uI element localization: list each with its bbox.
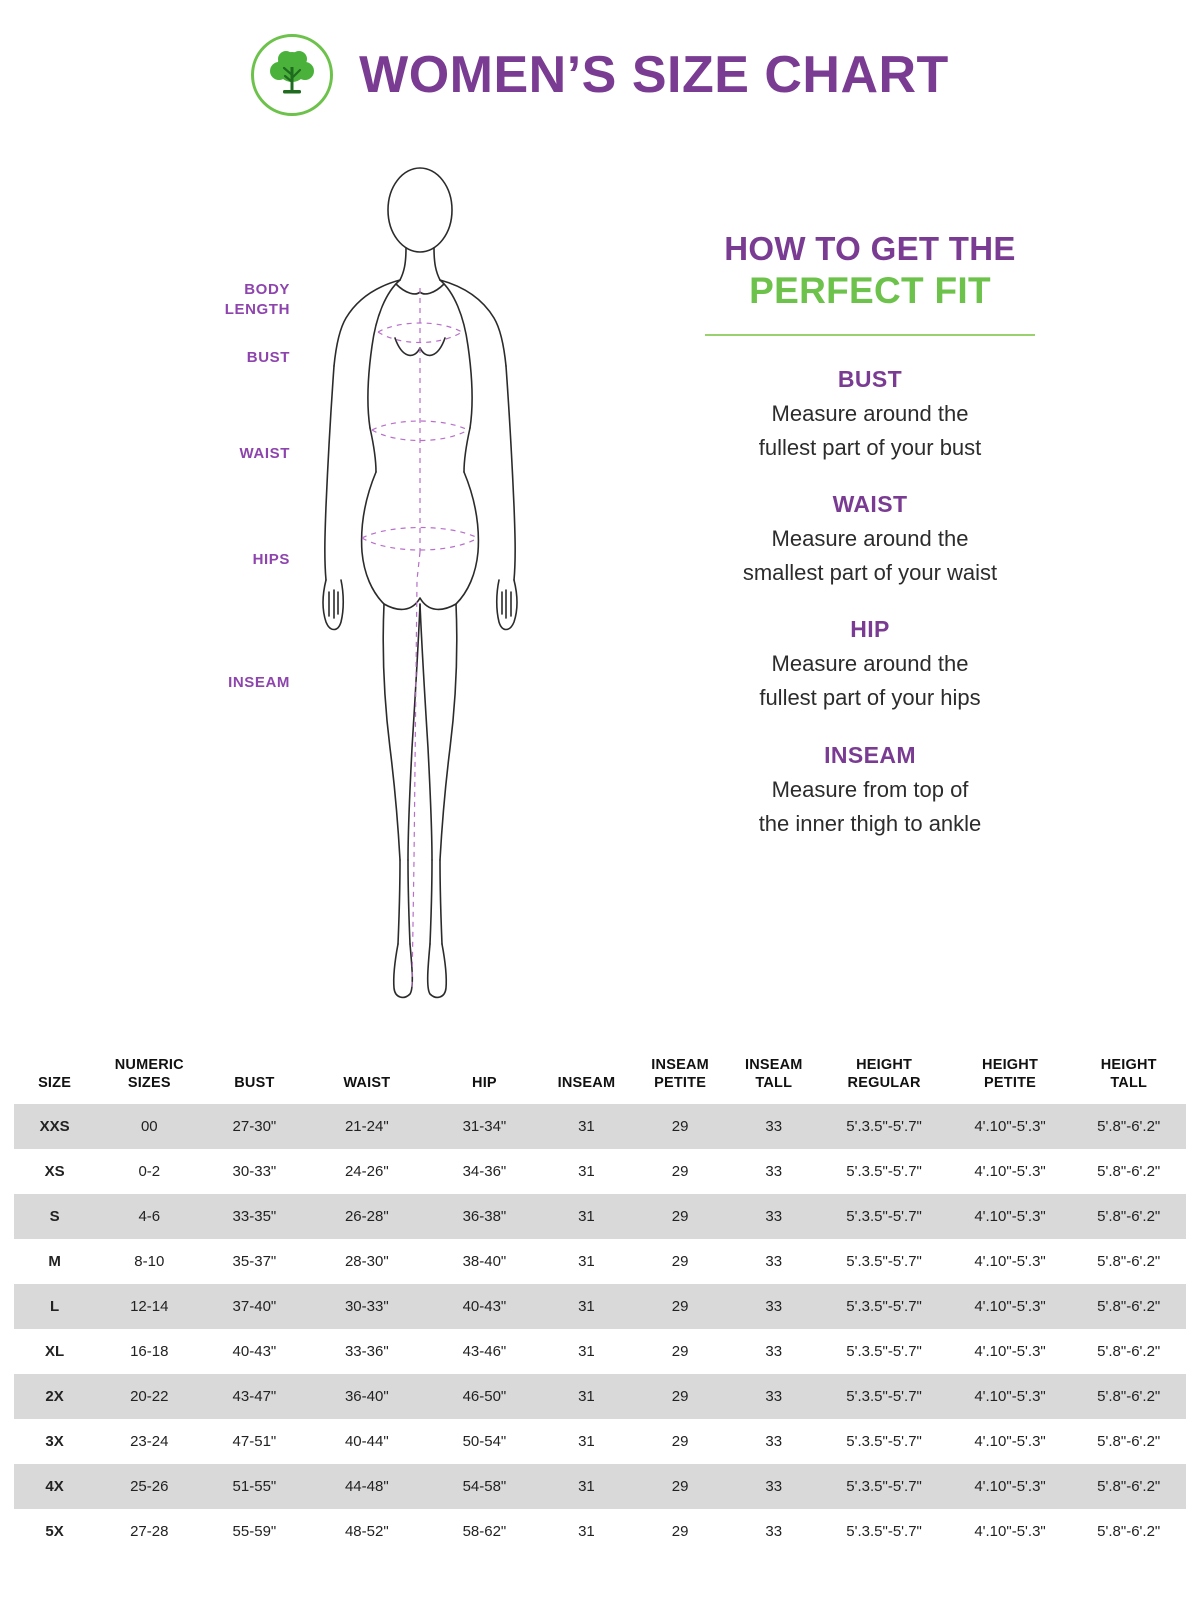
table-cell: 4'.10"-5'.3" bbox=[949, 1464, 1072, 1509]
table-head bbox=[14, 1052, 1186, 1104]
table-cell: 31 bbox=[541, 1464, 633, 1509]
table-header-cell: INSEAM bbox=[557, 1075, 616, 1092]
info-heading-line1: HOW TO GET THE bbox=[724, 230, 1016, 267]
size-table bbox=[14, 1052, 1186, 1554]
table-cell: 51-55" bbox=[203, 1464, 305, 1509]
table-row bbox=[14, 1329, 1186, 1374]
table-cell: 33 bbox=[728, 1509, 820, 1554]
table-cell: 43-47" bbox=[203, 1374, 305, 1419]
table-cell: 24-26" bbox=[305, 1149, 428, 1194]
measure-text-waist-line2: smallest part of your waist bbox=[742, 560, 998, 586]
table-cell: 00 bbox=[95, 1104, 203, 1149]
table-cell: 29 bbox=[632, 1329, 728, 1374]
table-cell: 5'.8"-6'.2" bbox=[1071, 1509, 1186, 1554]
table-cell: 30-33" bbox=[203, 1149, 305, 1194]
table-cell: 29 bbox=[632, 1374, 728, 1419]
table-row bbox=[14, 1104, 1186, 1149]
table-header-cell-line: TALL bbox=[1110, 1075, 1148, 1092]
table-cell: 29 bbox=[632, 1239, 728, 1284]
table-cell: 5'.3.5"-5'.7" bbox=[820, 1509, 949, 1554]
table-header-cell: SIZE bbox=[38, 1075, 72, 1092]
table-cell: 31 bbox=[541, 1104, 633, 1149]
table-header-cell: BUST bbox=[234, 1075, 275, 1092]
table-cell: 29 bbox=[632, 1104, 728, 1149]
table-cell: 27-28 bbox=[95, 1509, 203, 1554]
table-cell: 43-46" bbox=[428, 1329, 540, 1374]
tree-logo bbox=[251, 34, 333, 116]
label-body-length-line1: BODY bbox=[244, 281, 290, 298]
table-header-cell-line: SIZES bbox=[127, 1075, 171, 1092]
divider bbox=[705, 334, 1035, 336]
table-cell: 33-36" bbox=[305, 1329, 428, 1374]
table-header-cell-line: HEIGHT bbox=[856, 1057, 913, 1073]
table-cell: 31 bbox=[541, 1284, 633, 1329]
table-header-cell-line: REGULAR bbox=[847, 1075, 921, 1092]
table-cell: 31 bbox=[541, 1194, 633, 1239]
table-cell: 5'.8"-6'.2" bbox=[1071, 1329, 1186, 1374]
table-cell: 46-50" bbox=[428, 1374, 540, 1419]
table-cell: 4'.10"-5'.3" bbox=[949, 1104, 1072, 1149]
table-cell: 5'.3.5"-5'.7" bbox=[820, 1239, 949, 1284]
table-cell: 28-30" bbox=[305, 1239, 428, 1284]
table-cell: 31 bbox=[541, 1374, 633, 1419]
table-cell-size: 2X bbox=[14, 1374, 95, 1419]
measure-text-inseam-line1: Measure from top of bbox=[771, 776, 969, 802]
table-cell: 30-33" bbox=[305, 1284, 428, 1329]
table-cell: 38-40" bbox=[428, 1239, 540, 1284]
table-cell-size: S bbox=[14, 1194, 95, 1239]
table-cell: 36-38" bbox=[428, 1194, 540, 1239]
table-cell: 58-62" bbox=[428, 1509, 540, 1554]
table-cell: 33 bbox=[728, 1374, 820, 1419]
table-cell: 25-26 bbox=[95, 1464, 203, 1509]
table-cell: 5'.8"-6'.2" bbox=[1071, 1374, 1186, 1419]
table-cell: 33 bbox=[728, 1464, 820, 1509]
table-cell: 5'.3.5"-5'.7" bbox=[820, 1374, 949, 1419]
table-cell: 33 bbox=[728, 1329, 820, 1374]
table-cell-size: M bbox=[14, 1239, 95, 1284]
table-cell: 4-6 bbox=[95, 1194, 203, 1239]
measure-title-hip: HIP bbox=[850, 616, 890, 643]
table-cell: 31 bbox=[541, 1419, 633, 1464]
table-header-cell bbox=[95, 1052, 203, 1104]
table-header-cell bbox=[949, 1052, 1072, 1104]
table-cell: 29 bbox=[632, 1464, 728, 1509]
measure-title-inseam: INSEAM bbox=[824, 741, 916, 768]
table-cell: 5'.8"-6'.2" bbox=[1071, 1104, 1186, 1149]
table-header-cell-line: PETITE bbox=[984, 1075, 1037, 1092]
table-cell: 8-10 bbox=[95, 1239, 203, 1284]
table-header-cell-line: INSEAM bbox=[651, 1057, 709, 1073]
label-hips: HIPS bbox=[252, 551, 290, 568]
table-cell: 40-44" bbox=[305, 1419, 428, 1464]
measure-text-bust-line2: fullest part of your bust bbox=[758, 435, 982, 461]
measure-block-bust bbox=[590, 366, 1150, 465]
measure-block-hip bbox=[590, 616, 1150, 715]
how-to-measure-panel bbox=[590, 230, 1150, 867]
table-cell: 33 bbox=[728, 1239, 820, 1284]
table-cell-size: XXS bbox=[14, 1104, 95, 1149]
table-cell: 4'.10"-5'.3" bbox=[949, 1239, 1072, 1284]
table-cell: 33 bbox=[728, 1419, 820, 1464]
table-cell-size: 3X bbox=[14, 1419, 95, 1464]
table-cell: 36-40" bbox=[305, 1374, 428, 1419]
table-cell-size: XL bbox=[14, 1329, 95, 1374]
table-cell: 29 bbox=[632, 1194, 728, 1239]
table-row bbox=[14, 1194, 1186, 1239]
table-cell: 0-2 bbox=[95, 1149, 203, 1194]
table-cell: 31-34" bbox=[428, 1104, 540, 1149]
table-cell-size: 5X bbox=[14, 1509, 95, 1554]
table-cell: 4'.10"-5'.3" bbox=[949, 1284, 1072, 1329]
table-cell-size: L bbox=[14, 1284, 95, 1329]
table-cell: 29 bbox=[632, 1419, 728, 1464]
table-cell: 31 bbox=[541, 1239, 633, 1284]
table-cell: 37-40" bbox=[203, 1284, 305, 1329]
table-header-cell-line: HEIGHT bbox=[1100, 1057, 1157, 1073]
label-body-length bbox=[120, 280, 290, 321]
table-cell: 33 bbox=[728, 1284, 820, 1329]
table-cell: 47-51" bbox=[203, 1419, 305, 1464]
table-cell: 29 bbox=[632, 1149, 728, 1194]
table-cell: 23-24 bbox=[95, 1419, 203, 1464]
table-cell: 12-14 bbox=[95, 1284, 203, 1329]
measure-text-waist-line1: Measure around the bbox=[771, 526, 969, 552]
table-header-cell-line: NUMERIC bbox=[114, 1057, 184, 1073]
label-inseam: INSEAM bbox=[228, 674, 290, 691]
measure-title-bust: BUST bbox=[837, 366, 903, 392]
table-cell: 5'.3.5"-5'.7" bbox=[820, 1419, 949, 1464]
table-cell: 4'.10"-5'.3" bbox=[949, 1194, 1072, 1239]
table-cell: 33 bbox=[728, 1149, 820, 1194]
table-header-cell-line: HEIGHT bbox=[982, 1057, 1039, 1073]
table-cell: 5'.8"-6'.2" bbox=[1071, 1284, 1186, 1329]
measure-text-inseam-line2: the inner thigh to ankle bbox=[758, 810, 982, 836]
table-header-cell bbox=[728, 1052, 820, 1104]
table-cell: 29 bbox=[632, 1284, 728, 1329]
table-cell: 5'.8"-6'.2" bbox=[1071, 1239, 1186, 1284]
tree-icon bbox=[264, 47, 320, 103]
size-table-wrapper bbox=[14, 1052, 1186, 1554]
label-body-length-line2: LENGTH bbox=[224, 301, 290, 319]
table-cell: 50-54" bbox=[428, 1419, 540, 1464]
table-cell: 20-22 bbox=[95, 1374, 203, 1419]
table-cell: 31 bbox=[541, 1329, 633, 1374]
table-cell: 40-43" bbox=[203, 1329, 305, 1374]
table-cell: 5'.3.5"-5'.7" bbox=[820, 1329, 949, 1374]
table-cell: 48-52" bbox=[305, 1509, 428, 1554]
figure-area bbox=[0, 140, 580, 1040]
page-title: WOMEN’S SIZE CHART bbox=[359, 46, 949, 104]
table-row bbox=[14, 1509, 1186, 1554]
table-header-cell-line: PETITE bbox=[654, 1075, 707, 1092]
table-row bbox=[14, 1419, 1186, 1464]
table-cell: 34-36" bbox=[428, 1149, 540, 1194]
table-header-cell-line: TALL bbox=[755, 1075, 793, 1092]
table-cell: 31 bbox=[541, 1149, 633, 1194]
label-waist: WAIST bbox=[239, 445, 290, 462]
table-cell: 5'.8"-6'.2" bbox=[1071, 1419, 1186, 1464]
page-header bbox=[0, 0, 1200, 116]
table-row bbox=[14, 1374, 1186, 1419]
table-cell: 5'.3.5"-5'.7" bbox=[820, 1464, 949, 1509]
table-cell: 29 bbox=[632, 1509, 728, 1554]
table-cell: 21-24" bbox=[305, 1104, 428, 1149]
table-cell: 40-43" bbox=[428, 1284, 540, 1329]
table-cell: 5'.8"-6'.2" bbox=[1071, 1149, 1186, 1194]
table-body bbox=[14, 1104, 1186, 1554]
label-bust: BUST bbox=[246, 349, 290, 366]
table-cell: 4'.10"-5'.3" bbox=[949, 1419, 1072, 1464]
table-cell: 54-58" bbox=[428, 1464, 540, 1509]
table-cell: 5'.3.5"-5'.7" bbox=[820, 1104, 949, 1149]
table-cell: 4'.10"-5'.3" bbox=[949, 1329, 1072, 1374]
table-cell: 16-18 bbox=[95, 1329, 203, 1374]
table-cell: 33 bbox=[728, 1104, 820, 1149]
measure-text-bust-line1: Measure around the bbox=[771, 401, 969, 426]
table-cell: 5'.8"-6'.2" bbox=[1071, 1464, 1186, 1509]
table-cell: 4'.10"-5'.3" bbox=[949, 1374, 1072, 1419]
table-cell: 31 bbox=[541, 1509, 633, 1554]
table-header-row bbox=[14, 1052, 1186, 1104]
measure-text-hip-line2: fullest part of your hips bbox=[759, 685, 981, 711]
table-header-cell bbox=[1071, 1052, 1186, 1104]
measure-title-waist: WAIST bbox=[832, 491, 908, 518]
table-cell: 26-28" bbox=[305, 1194, 428, 1239]
table-row bbox=[14, 1284, 1186, 1329]
table-cell: 5'.3.5"-5'.7" bbox=[820, 1194, 949, 1239]
measure-text-hip-line1: Measure around the bbox=[771, 651, 969, 677]
table-cell-size: 4X bbox=[14, 1464, 95, 1509]
table-cell: 35-37" bbox=[203, 1239, 305, 1284]
table-header-cell: HIP bbox=[472, 1075, 497, 1092]
table-cell-size: XS bbox=[14, 1149, 95, 1194]
table-header-cell bbox=[632, 1052, 728, 1104]
table-row bbox=[14, 1239, 1186, 1284]
table-cell: 4'.10"-5'.3" bbox=[949, 1509, 1072, 1554]
table-cell: 33 bbox=[728, 1194, 820, 1239]
table-cell: 4'.10"-5'.3" bbox=[949, 1149, 1072, 1194]
female-body-figure bbox=[300, 160, 540, 1040]
table-cell: 44-48" bbox=[305, 1464, 428, 1509]
table-header-cell bbox=[820, 1052, 949, 1104]
info-heading-line2: PERFECT FIT bbox=[749, 270, 991, 311]
table-row bbox=[14, 1464, 1186, 1509]
table-header-cell-line: INSEAM bbox=[744, 1057, 803, 1073]
table-cell: 55-59" bbox=[203, 1509, 305, 1554]
table-cell: 5'.3.5"-5'.7" bbox=[820, 1284, 949, 1329]
measure-block-waist bbox=[590, 491, 1150, 590]
table-cell: 33-35" bbox=[203, 1194, 305, 1239]
table-row bbox=[14, 1149, 1186, 1194]
table-cell: 5'.8"-6'.2" bbox=[1071, 1194, 1186, 1239]
measure-block-inseam bbox=[590, 742, 1150, 841]
table-cell: 27-30" bbox=[203, 1104, 305, 1149]
table-cell: 5'.3.5"-5'.7" bbox=[820, 1149, 949, 1194]
table-header-cell: WAIST bbox=[343, 1075, 391, 1092]
